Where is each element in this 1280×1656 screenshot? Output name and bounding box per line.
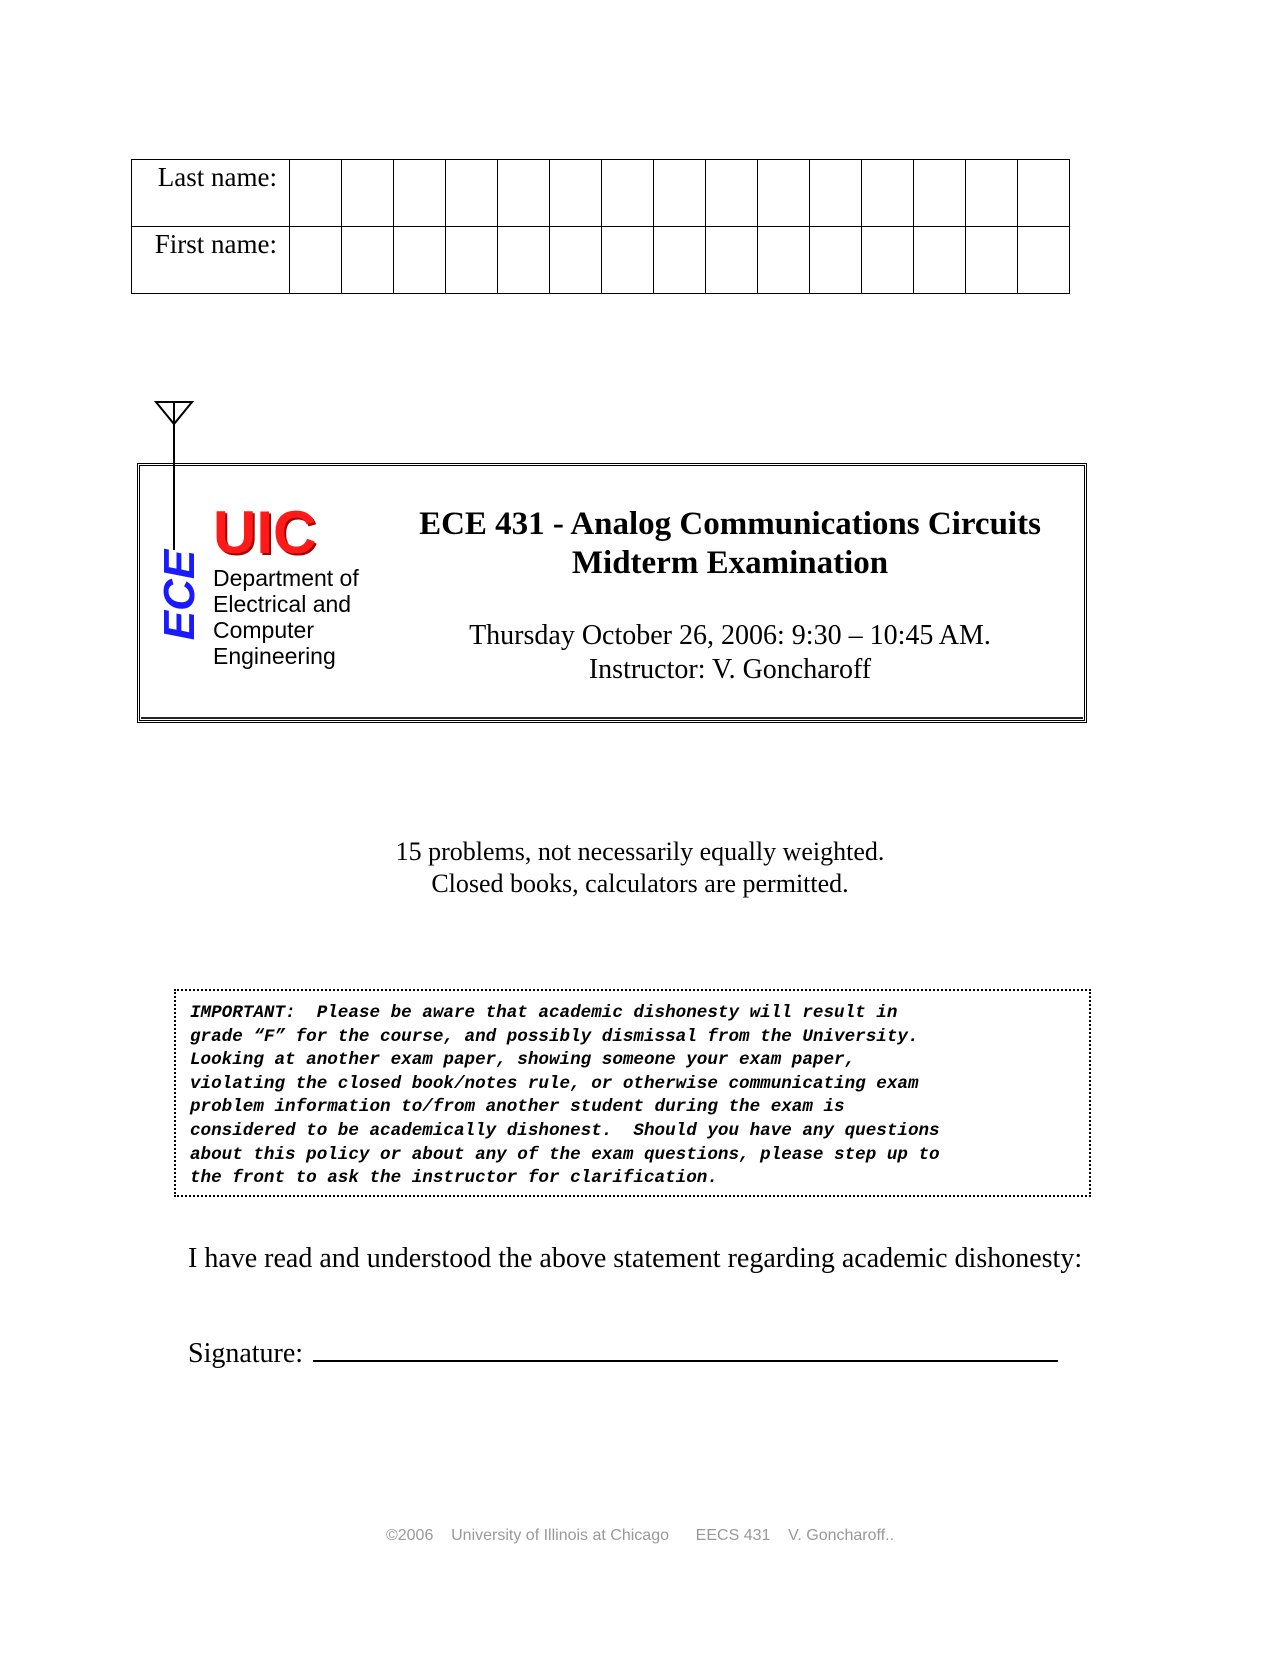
warning-line: considered to be academically dishonest. Should you have any questions bbox=[190, 1120, 940, 1141]
last-name-box[interactable] bbox=[446, 160, 498, 227]
last-name-box[interactable] bbox=[758, 160, 810, 227]
signature-label: Signature: bbox=[188, 1338, 304, 1369]
last-name-box[interactable] bbox=[394, 160, 446, 227]
warning-line: the front to ask the instructor for clarification. bbox=[190, 1168, 718, 1189]
first-name-row bbox=[132, 227, 1070, 294]
last-name-box[interactable] bbox=[914, 160, 966, 227]
last-name-box[interactable] bbox=[1018, 160, 1070, 227]
course-title-block bbox=[390, 505, 1070, 583]
course-title: ECE 431 - Analog Communications Circuits bbox=[419, 506, 1041, 542]
last-name-box[interactable] bbox=[654, 160, 706, 227]
acknowledgement-statement: I have read and understood the above statement regarding academic dishonesty: bbox=[188, 1243, 1083, 1274]
department-name bbox=[213, 565, 359, 669]
first-name-box[interactable] bbox=[550, 227, 602, 294]
last-name-box[interactable] bbox=[810, 160, 862, 227]
first-name-box[interactable] bbox=[810, 227, 862, 294]
last-name-box[interactable] bbox=[862, 160, 914, 227]
last-name-row bbox=[132, 160, 1070, 227]
department-line: Computer bbox=[213, 617, 314, 643]
first-name-box[interactable] bbox=[966, 227, 1018, 294]
name-grid bbox=[131, 159, 1070, 294]
last-name-box[interactable] bbox=[342, 160, 394, 227]
page-footer bbox=[0, 1527, 1280, 1545]
warning-line: violating the closed book/notes rule, or otherwise communicating exam bbox=[190, 1073, 919, 1094]
first-name-box[interactable] bbox=[862, 227, 914, 294]
first-name-box[interactable] bbox=[706, 227, 758, 294]
exam-instructions bbox=[240, 836, 1040, 900]
first-name-box[interactable] bbox=[602, 227, 654, 294]
last-name-box[interactable] bbox=[602, 160, 654, 227]
first-name-box[interactable] bbox=[654, 227, 706, 294]
academic-dishonesty-warning bbox=[174, 989, 1091, 1197]
instructor-name: Instructor: V. Goncharoff bbox=[588, 654, 872, 685]
warning-line: IMPORTANT: Please be aware that academic dishonesty will result in bbox=[190, 1003, 898, 1023]
exam-details bbox=[390, 619, 1070, 687]
first-name-box[interactable] bbox=[394, 227, 446, 294]
first-name-box[interactable] bbox=[342, 227, 394, 294]
first-name-box[interactable] bbox=[1018, 227, 1070, 294]
warning-line: problem information to/from another student during the exam is bbox=[190, 1097, 845, 1118]
uic-logo: UIC bbox=[213, 499, 317, 566]
instructions-line: 15 problems, not necessarily equally weighted. bbox=[395, 837, 885, 866]
first-name-box[interactable] bbox=[446, 227, 498, 294]
instructions-line: Closed books, calculators are permitted. bbox=[431, 869, 849, 898]
last-name-label: Last name: bbox=[132, 160, 290, 227]
last-name-box[interactable] bbox=[498, 160, 550, 227]
last-name-box[interactable] bbox=[290, 160, 342, 227]
footer-university: University of Illinois at Chicago bbox=[451, 1527, 669, 1544]
footer-author: V. Goncharoff.. bbox=[788, 1527, 895, 1544]
ece-logo: ECE bbox=[155, 549, 204, 641]
warning-line: about this policy or about any of the exam questions, please step up to bbox=[190, 1144, 940, 1165]
first-name-box[interactable] bbox=[914, 227, 966, 294]
exam-date-time: Thursday October 26, 2006: 9:30 – 10:45 AM. bbox=[469, 620, 991, 651]
last-name-box[interactable] bbox=[966, 160, 1018, 227]
signature-line[interactable] bbox=[313, 1336, 1058, 1362]
signature-row bbox=[188, 1336, 1058, 1370]
first-name-box[interactable] bbox=[290, 227, 342, 294]
first-name-box[interactable] bbox=[758, 227, 810, 294]
first-name-box[interactable] bbox=[498, 227, 550, 294]
footer-copyright: ©2006 bbox=[385, 1527, 434, 1544]
first-name-label: First name: bbox=[132, 227, 290, 294]
department-line: Engineering bbox=[213, 643, 336, 669]
last-name-box[interactable] bbox=[706, 160, 758, 227]
exam-title: Midterm Examination bbox=[571, 545, 889, 581]
last-name-box[interactable] bbox=[550, 160, 602, 227]
warning-line: grade “F” for the course, and possibly dismissal from the University. bbox=[190, 1026, 919, 1047]
footer-course: EECS 431 bbox=[695, 1527, 771, 1544]
warning-line: Looking at another exam paper, showing someone your exam paper, bbox=[190, 1050, 856, 1071]
department-line: Department of bbox=[213, 565, 359, 591]
department-line: Electrical and bbox=[213, 591, 352, 617]
